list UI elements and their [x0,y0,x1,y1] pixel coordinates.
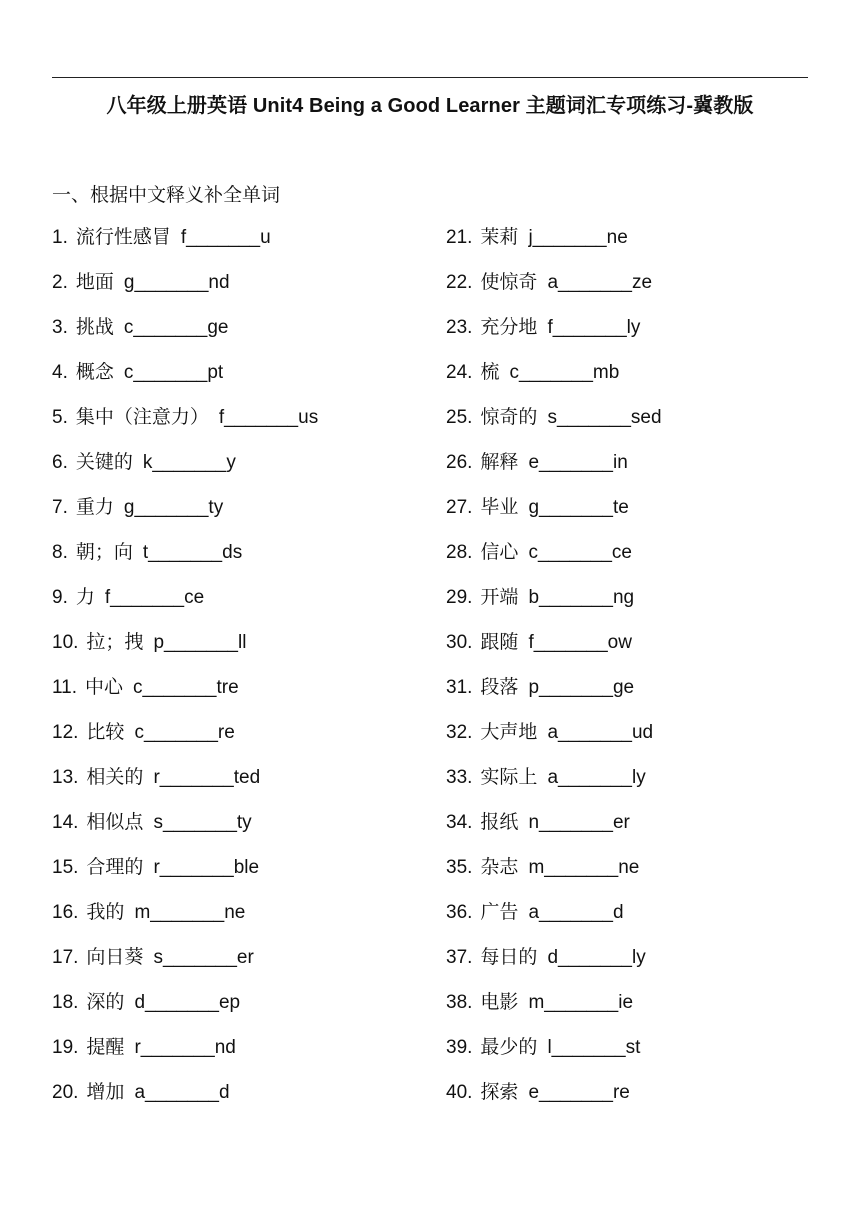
item-number: 25. [446,407,473,428]
item-blank-word: n_______er [528,812,630,833]
item-blank-word: f_______u [180,227,271,248]
item-number: 2. [52,272,68,293]
exercise-item [446,270,662,315]
item-meaning: 实际上 [480,767,538,788]
item-number: 29. [446,587,473,608]
item-number: 9. [52,587,68,608]
item-blank-word: f_______ce [104,587,205,608]
item-number: 37. [446,947,473,968]
item-meaning: 挑战 [75,317,114,338]
item-blank-word: f_______ly [547,317,641,338]
item-blank-word: f_______us [218,407,319,428]
section-heading: 一、根据中文释义补全单词 [52,185,281,206]
item-blank-word: e_______in [528,452,628,473]
item-blank-word: a_______d [134,1082,230,1103]
item-blank-word: s_______sed [547,407,662,428]
exercise-item [446,495,662,540]
item-blank-word: c_______ce [528,542,632,563]
item-number: 27. [446,497,473,518]
exercise-item [446,720,662,765]
item-meaning: 比较 [86,722,125,743]
item-meaning: 增加 [86,1082,125,1103]
item-number: 20. [52,1082,79,1103]
item-meaning: 梳 [480,362,500,383]
exercise-item [52,270,318,315]
item-blank-word: m_______ne [134,902,246,923]
item-blank-word: a_______ze [547,272,653,293]
exercise-item [52,855,318,900]
item-meaning: 广告 [480,902,519,923]
item-blank-word: k_______y [142,452,236,473]
exercise-item [52,315,318,360]
item-meaning: 重力 [75,497,114,518]
exercise-item [446,225,662,270]
item-number: 32. [446,722,473,743]
exercise-item [446,990,662,1035]
item-number: 26. [446,452,473,473]
exercise-item [52,900,318,945]
page-title: 八年级上册英语 Unit4 Being a Good Learner 主题词汇专项练习-冀教版 [106,95,754,117]
item-meaning: 最少的 [480,1037,538,1058]
exercise-item [52,675,318,720]
item-number: 33. [446,767,473,788]
item-blank-word: f_______ow [528,632,632,653]
item-meaning: 朝；向 [75,542,133,563]
item-blank-word: r_______ted [153,767,261,788]
item-number: 3. [52,317,68,338]
item-number: 8. [52,542,68,563]
item-number: 36. [446,902,473,923]
exercise-item [52,405,318,450]
exercise-item [52,765,318,810]
item-blank-word: s_______ty [153,812,252,833]
item-meaning: 大声地 [480,722,538,743]
item-blank-word: p_______ll [153,632,247,653]
item-meaning: 向日葵 [86,947,144,968]
exercise-item [52,990,318,1035]
item-blank-word: t_______ds [142,542,243,563]
item-number: 23. [446,317,473,338]
exercise-item [52,945,318,990]
item-meaning: 电影 [480,992,519,1013]
exercise-item [52,540,318,585]
exercise-item [52,720,318,765]
item-blank-word: e_______re [528,1082,630,1103]
item-meaning: 我的 [86,902,125,923]
item-meaning: 概念 [75,362,114,383]
item-number: 22. [446,272,473,293]
exercise-item [52,585,318,630]
exercise-item [446,855,662,900]
item-number: 15. [52,857,79,878]
item-meaning: 探索 [480,1082,519,1103]
item-meaning: 信心 [480,542,519,563]
item-number: 35. [446,857,473,878]
exercise-item [446,1035,662,1080]
exercise-item [446,315,662,360]
item-number: 12. [52,722,79,743]
exercise-item [52,810,318,855]
item-meaning: 地面 [75,272,114,293]
item-blank-word: r_______nd [134,1037,236,1058]
item-blank-word: g_______nd [123,272,230,293]
exercise-item [446,630,662,675]
item-blank-word: a_______ly [547,767,646,788]
item-number: 34. [446,812,473,833]
item-number: 40. [446,1082,473,1103]
item-meaning: 深的 [86,992,125,1013]
item-blank-word: c_______ge [123,317,229,338]
exercise-item [446,540,662,585]
item-blank-word: c_______tre [133,677,239,698]
item-meaning: 关键的 [75,452,133,473]
item-blank-word: c_______re [134,722,235,743]
item-number: 19. [52,1037,79,1058]
item-meaning: 拉；拽 [86,632,144,653]
item-meaning: 解释 [480,452,519,473]
item-number: 7. [52,497,68,518]
item-blank-word: s_______er [153,947,254,968]
exercise-item [446,585,662,630]
item-blank-word: p_______ge [528,677,635,698]
item-meaning: 中心 [85,677,124,698]
item-meaning: 充分地 [480,317,538,338]
item-meaning: 报纸 [480,812,519,833]
exercise-item [446,450,662,495]
item-number: 13. [52,767,79,788]
item-blank-word: l_______st [547,1037,641,1058]
item-number: 11. [52,677,78,698]
item-number: 1. [52,227,68,248]
item-meaning: 提醒 [86,1037,125,1058]
item-blank-word: r_______ble [153,857,260,878]
exercise-item [52,1080,318,1125]
item-meaning: 开端 [480,587,519,608]
exercise-item [446,405,662,450]
item-number: 16. [52,902,79,923]
item-blank-word: g_______ty [123,497,224,518]
exercise-item [52,360,318,405]
exercise-item [446,810,662,855]
item-blank-word: m_______ne [528,857,640,878]
item-meaning: 流行性感冒 [75,227,171,248]
item-meaning: 使惊奇 [480,272,538,293]
item-number: 5. [52,407,68,428]
exercise-item [446,675,662,720]
item-meaning: 杂志 [480,857,519,878]
item-blank-word: g_______te [528,497,629,518]
exercise-item [446,765,662,810]
item-blank-word: d_______ep [134,992,241,1013]
item-number: 6. [52,452,68,473]
exercise-list-right [446,225,662,1125]
item-blank-word: c_______mb [509,362,620,383]
item-meaning: 相关的 [86,767,144,788]
item-meaning: 每日的 [480,947,538,968]
item-blank-word: a_______d [528,902,624,923]
exercise-item [52,1035,318,1080]
exercise-item [52,495,318,540]
exercise-list-left [52,225,318,1125]
item-number: 17. [52,947,79,968]
item-number: 4. [52,362,68,383]
exercise-item [52,450,318,495]
item-meaning: 集中（注意力） [75,407,209,428]
item-meaning: 惊奇的 [480,407,538,428]
exercise-item [446,360,662,405]
item-meaning: 段落 [480,677,519,698]
item-number: 24. [446,362,473,383]
item-number: 18. [52,992,79,1013]
exercise-item [446,900,662,945]
item-meaning: 跟随 [480,632,519,653]
item-number: 39. [446,1037,473,1058]
item-blank-word: d_______ly [547,947,646,968]
item-meaning: 毕业 [480,497,519,518]
exercise-item [446,945,662,990]
item-number: 14. [52,812,79,833]
item-blank-word: a_______ud [547,722,654,743]
exercise-item [52,225,318,270]
exercise-item [52,630,318,675]
item-number: 28. [446,542,473,563]
item-meaning: 合理的 [86,857,144,878]
item-meaning: 相似点 [86,812,144,833]
item-blank-word: m_______ie [528,992,634,1013]
item-meaning: 力 [75,587,95,608]
item-number: 30. [446,632,473,653]
item-number: 31. [446,677,473,698]
item-blank-word: b_______ng [528,587,635,608]
item-blank-word: c_______pt [123,362,224,383]
item-meaning: 茉莉 [480,227,519,248]
item-number: 10. [52,632,79,653]
item-number: 21. [446,227,473,248]
header-rule [52,77,808,78]
exercise-item [446,1080,662,1125]
item-blank-word: j_______ne [528,227,628,248]
item-number: 38. [446,992,473,1013]
